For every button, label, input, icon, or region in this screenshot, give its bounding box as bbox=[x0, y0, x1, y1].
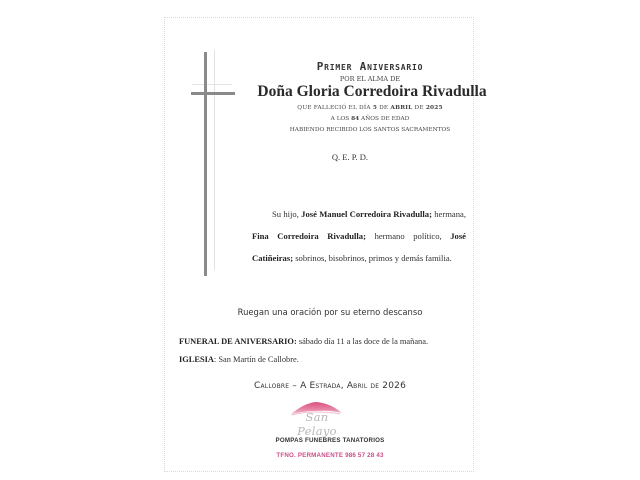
family-paragraph bbox=[252, 203, 466, 269]
por-el-alma-de: POR EL ALMA DE bbox=[339, 75, 401, 83]
funeral-text: sábado día 11 a las doce de la mañana. bbox=[296, 337, 429, 346]
cross-shadow-vertical bbox=[214, 50, 215, 270]
logo-text: San Pelayo bbox=[297, 410, 337, 438]
place-and-date: Callobre – A Estrada, Abril de 2026 bbox=[253, 381, 407, 391]
family-son: José Manuel Corredoira Rivadulla; bbox=[301, 209, 432, 219]
company-name: POMPAS FUNEBRES TANATORIOS bbox=[275, 437, 385, 444]
family-text: hermano político, bbox=[365, 231, 451, 241]
company-phone: TFNO. PERMANENTE 986 57 28 43 bbox=[276, 452, 384, 459]
cross-icon-horizontal bbox=[191, 92, 235, 95]
church-line bbox=[179, 355, 299, 364]
funeral-label: FUNERAL DE ANIVERSARIO: bbox=[179, 337, 297, 346]
age-value: 84 bbox=[351, 116, 360, 122]
age-line bbox=[240, 116, 500, 122]
death-date-line bbox=[240, 105, 500, 111]
age-prefix: A LOS bbox=[330, 116, 352, 122]
family-text: hermana, bbox=[431, 209, 466, 219]
sacraments-line: HABIENDO RECIBIDO LOS SANTOS SACRAMENTOS bbox=[289, 127, 451, 133]
death-day: 5 bbox=[372, 105, 378, 111]
family-text: sobrinos, bisobrinos, primos y demás familia. bbox=[293, 253, 452, 263]
cross-icon-vertical bbox=[204, 52, 207, 276]
anniversary-title: Primer Aniversario bbox=[316, 60, 424, 73]
death-date-de: DE bbox=[412, 105, 426, 111]
death-date-prefix: QUE FALLECIÓ EL DÍA bbox=[297, 105, 373, 111]
death-date-de: DE bbox=[377, 105, 391, 111]
death-year: 2025 bbox=[425, 105, 443, 111]
age-suffix: AÑOS DE EDAD bbox=[359, 116, 410, 122]
qepd: Q. E. P. D. bbox=[331, 152, 369, 162]
family-text: Su hijo, bbox=[272, 209, 302, 219]
church-label: IGLESIA bbox=[179, 355, 214, 364]
family-brother-in-law: José Catiñeiras; bbox=[252, 231, 466, 263]
deceased-name: Doña Gloria Corredoira Rivadulla bbox=[257, 83, 487, 100]
cross-shadow-horizontal bbox=[192, 84, 232, 85]
church-text: : San Martín de Callobre. bbox=[213, 355, 299, 364]
prayer-request: Ruegan una oración por su eterno descanso bbox=[237, 307, 423, 317]
funeral-line bbox=[179, 337, 428, 346]
family-sister: Fina Corredoira Rivadulla; bbox=[252, 231, 366, 241]
death-month: ABRIL bbox=[390, 105, 413, 111]
